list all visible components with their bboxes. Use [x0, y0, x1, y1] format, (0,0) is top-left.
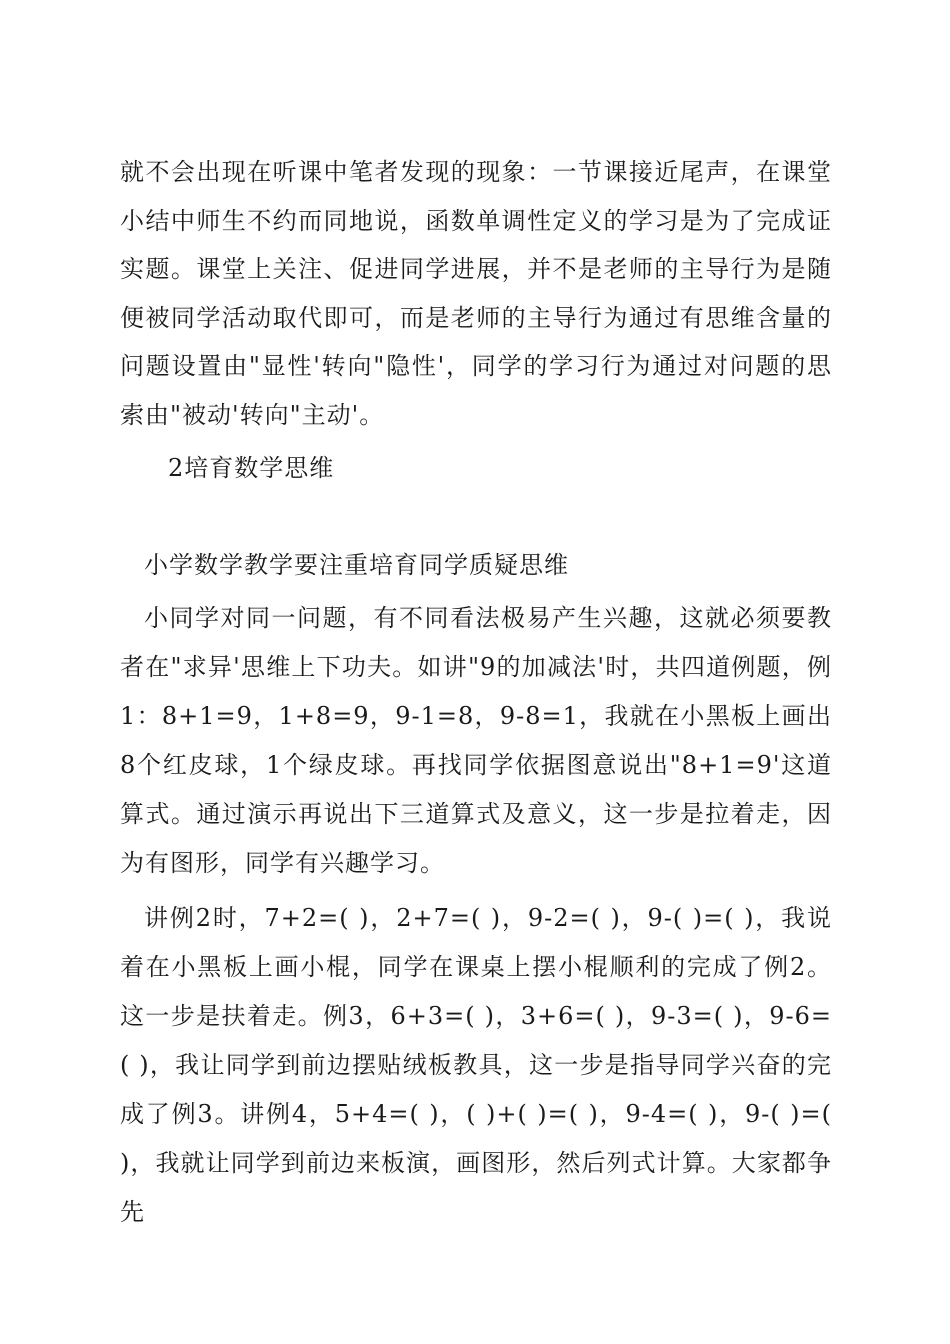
paragraph-2 — [120, 594, 832, 888]
paragraph-3-text: 讲例2时，7+2=( )，2+7=( )，9-2=( )，9-( )=( )，我说着在小黑板上画小棍，同学在课桌上摆小棍顺利的完成了例2。这一步是扶着走。例3，6+3=( )，3+6=( )，9-3=( )，9-6=( )，我让同学到前边摆贴绒板教具，这一步是指导同学兴奋的完成了例3。讲例4，5+4=( )，( )+( )=( )，9-4=( )，9-( )=( )，我就让同学到前边来板演，画图形，然后列式计算。大家都争先 — [120, 904, 832, 1226]
paragraph-1-text: 就不会出现在听课中笔者发现的现象：一节课接近尾声，在课堂小结中师生不约而同地说，函数单调性定义的学习是为了完成证实题。课堂上关注、促进同学进展，并不是老师的主导行为是随便被同学活动取代即可，而是老师的主导行为通过有思维含量的问题设置由"显性'转向"隐性'，同学的学习行为通过对问题的思索由"被动'转向"主动'。 — [120, 158, 832, 429]
section-subheading: 小学数学教学要注重培育同学质疑思维 — [144, 551, 569, 579]
paragraph-1 — [120, 148, 832, 439]
paragraph-3 — [120, 894, 832, 1237]
section-heading: 2培育数学思维 — [168, 454, 335, 482]
paragraph-2-text: 小同学对同一问题，有不同看法极易产生兴趣，这就必须要教者在"求异'思维上下功夫。如讲"9的加减法'时，共四道例题，例1：8+1=9，1+8=9，9-1=8，9-8=1，我就在小黑板上画出8个红皮球，1个绿皮球。再找同学依据图意说出"8+1=9'这道算式。通过演示再说出下三道算式及意义，这一步是拉着走，因为有图形，同学有兴趣学习。 — [120, 604, 832, 877]
